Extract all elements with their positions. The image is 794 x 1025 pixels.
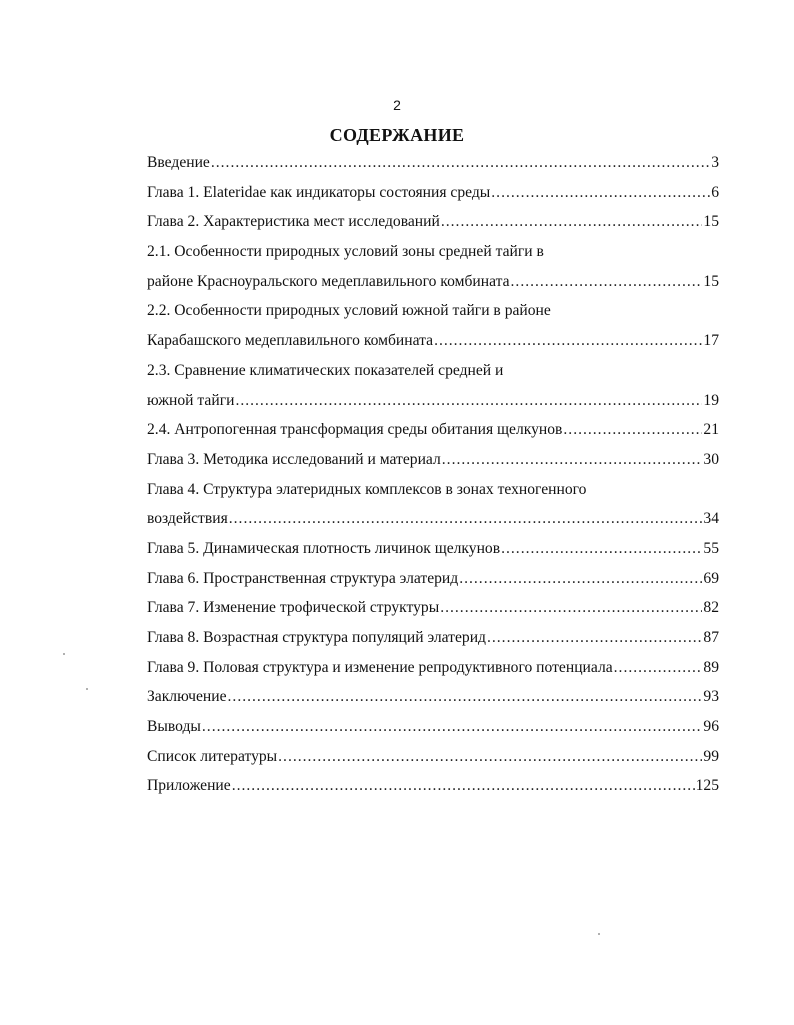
- toc-dot-leader: [434, 326, 702, 356]
- toc-entry: [147, 237, 719, 267]
- toc-entry-page: 69: [703, 569, 719, 587]
- toc-entry: [147, 504, 719, 534]
- toc-entry-page: 15: [703, 272, 719, 290]
- page-number: 2: [393, 97, 401, 113]
- toc-entry-title: Карабашского медеплавильного комбината: [147, 332, 434, 350]
- toc-entry-title: Глава 1. Elateridae как индикаторы состояния среды: [147, 183, 491, 201]
- toc-entry: [147, 445, 719, 475]
- toc-dot-leader: [491, 178, 710, 208]
- toc-entry: [147, 356, 719, 386]
- toc-entry-page: 30: [703, 450, 719, 468]
- scan-speck: [86, 688, 88, 690]
- toc-entry-page: 87: [703, 629, 719, 646]
- toc-entry-title: Глава 2. Характеристика мест исследований: [147, 213, 440, 231]
- toc-entry-title: Введение: [147, 154, 210, 171]
- scan-speck: [63, 653, 65, 655]
- toc-entry-title: Глава 5. Динамическая плотность личинок щелкунов: [147, 539, 501, 557]
- toc-entry-title: Глава 3. Методика исследований и материал: [147, 450, 441, 468]
- toc-entry-page: 96: [703, 718, 719, 736]
- toc-entry: [147, 178, 719, 208]
- toc-entry: [147, 712, 719, 742]
- page-title: СОДЕРЖАНИЕ: [329, 125, 465, 145]
- toc-dot-leader: [235, 386, 702, 416]
- toc-entry: [147, 148, 719, 178]
- toc-entry-page: 34: [703, 510, 719, 528]
- table-of-contents: [147, 148, 719, 801]
- toc-dot-leader: [229, 504, 703, 534]
- toc-entry: [147, 623, 719, 653]
- toc-entry-page: 99: [703, 747, 719, 765]
- toc-dot-leader: [487, 623, 702, 653]
- toc-entry-title: Глава 7. Изменение трофической структуры: [147, 599, 440, 617]
- toc-entry: [147, 326, 719, 356]
- toc-entry-title: районе Красноуральского медеплавильного комбината: [147, 272, 510, 290]
- toc-entry-page: 93: [703, 688, 719, 706]
- toc-entry: [147, 207, 719, 237]
- toc-entry-page: 89: [703, 658, 719, 676]
- toc-dot-leader: [442, 445, 703, 475]
- toc-entry-page: 125: [695, 777, 719, 795]
- toc-entry-page: 21: [703, 421, 719, 439]
- toc-entry: [147, 296, 719, 326]
- toc-dot-leader: [228, 682, 703, 712]
- toc-entry-page: 3: [711, 154, 719, 171]
- toc-entry-page: 6: [711, 183, 719, 201]
- toc-entry-title: 2.3. Сравнение климатических показателей средней и: [147, 361, 504, 379]
- toc-entry: [147, 386, 719, 416]
- toc-dot-leader: [501, 534, 702, 564]
- toc-entry-title: 2.1. Особенности природных условий зоны средней тайги в: [147, 243, 544, 261]
- toc-dot-leader: [511, 267, 703, 297]
- toc-entry: [147, 771, 719, 801]
- toc-entry-page: 15: [703, 213, 719, 231]
- toc-dot-leader: [232, 771, 695, 801]
- toc-entry-title: воздействия: [147, 510, 228, 528]
- toc-entry-page: 17: [703, 332, 719, 350]
- toc-entry-page: 19: [703, 391, 719, 409]
- toc-entry-page: 55: [703, 539, 719, 557]
- toc-entry: [147, 564, 719, 594]
- toc-entry-title: Глава 8. Возрастная структура популяций элатерид: [147, 629, 486, 646]
- toc-entry: [147, 742, 719, 772]
- toc-dot-leader: [278, 742, 702, 772]
- toc-dot-leader: [459, 564, 702, 594]
- toc-dot-leader: [440, 593, 702, 623]
- scan-speck: [598, 933, 600, 935]
- toc-entry: [147, 415, 719, 445]
- toc-entry-title: Глава 9. Половая структура и изменение репродуктивного потенциала: [147, 658, 613, 676]
- toc-entry-title: Глава 6. Пространственная структура элатерид: [147, 569, 459, 587]
- toc-dot-leader: [211, 148, 710, 178]
- toc-entry: [147, 593, 719, 623]
- toc-dot-leader: [563, 415, 702, 445]
- toc-entry-title: Список литературы: [147, 747, 278, 765]
- toc-entry: [147, 475, 719, 505]
- toc-entry-title: Выводы: [147, 718, 201, 736]
- toc-dot-leader: [614, 653, 703, 683]
- toc-entry-page: 82: [703, 599, 719, 617]
- toc-dot-leader: [441, 207, 703, 237]
- toc-entry-title: южной тайги: [147, 391, 235, 409]
- toc-entry: [147, 682, 719, 712]
- toc-entry: [147, 534, 719, 564]
- toc-entry-title: 2.4. Антропогенная трансформация среды обитания щелкунов: [147, 421, 563, 439]
- toc-entry: [147, 653, 719, 683]
- toc-entry-title: Приложение: [147, 777, 231, 795]
- toc-entry-title: Заключение: [147, 688, 227, 706]
- toc-entry: [147, 267, 719, 297]
- toc-entry-title: 2.2. Особенности природных условий южной тайги в районе: [147, 302, 551, 320]
- toc-dot-leader: [202, 712, 703, 742]
- toc-entry-title: Глава 4. Структура элатеридных комплексов в зонах техногенного: [147, 480, 587, 498]
